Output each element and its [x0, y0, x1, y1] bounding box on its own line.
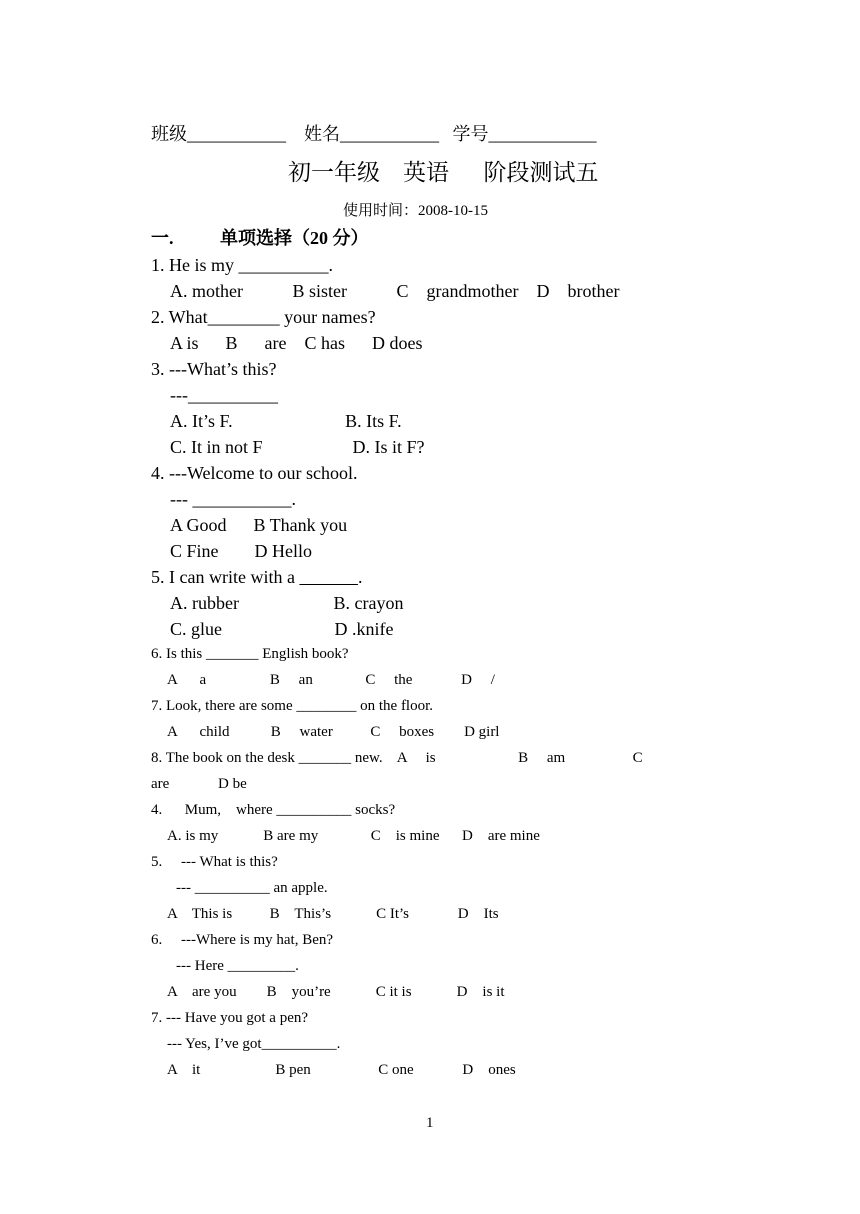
test-title: 初一年级 英语 阶段测试五 [288, 160, 599, 185]
question-line: 4. Mum, where __________ socks? [151, 802, 396, 818]
option-line: A is B are C has D does [170, 333, 423, 353]
question-line: 3. ---What’s this? [151, 359, 277, 379]
question-line: 8. The book on the desk _______ new. A is B am C [151, 750, 643, 766]
question-text: 5. I can write with a [151, 567, 300, 587]
student-info-fields: 班级___________ 姓名___________ 学号____________ [151, 124, 597, 144]
answer-line: ---__________ [170, 385, 278, 405]
question-line: 7. --- Have you got a pen? [151, 1010, 309, 1026]
section-title: 单项选择（20 分） [220, 228, 369, 248]
question-line: 4. ---Welcome to our school. [151, 463, 358, 483]
question-line: 2. What________ your names? [151, 307, 376, 327]
answer-line: --- __________ an apple. [176, 880, 328, 896]
answer-line: --- Here _________. [176, 958, 299, 974]
option-line: A. rubber B. crayon [170, 593, 404, 613]
option-line: A it B pen C one D ones [167, 1062, 516, 1078]
option-line: C. glue D .knife [170, 619, 394, 639]
question-line [151, 568, 362, 586]
option-line: A This is B This’s C It’s D Its [167, 906, 499, 922]
question-line: 5. --- What is this? [151, 854, 278, 870]
option-line: A child B water C boxes D girl [167, 724, 500, 740]
usage-date: 使用时间：2008-10-15 [343, 203, 488, 219]
section-number: 一. [151, 228, 174, 248]
answer-line: --- ___________. [170, 489, 296, 509]
option-line: C Fine D Hello [170, 541, 312, 561]
option-line: C. It in not F D. Is it F? [170, 437, 425, 457]
question-end: . [357, 567, 363, 587]
option-line: A a B an C the D / [167, 672, 495, 688]
option-line: A Good B Thank you [170, 515, 348, 535]
option-line: A are you B you’re C it is D is it [167, 984, 505, 1000]
answer-blank [299, 567, 358, 587]
option-line: A. is my B are my C is mine D are mine [167, 828, 540, 844]
question-line: 7. Look, there are some ________ on the floor. [151, 698, 434, 714]
question-line: 1. He is my __________. [151, 255, 333, 275]
question-line: 6. ---Where is my hat, Ben? [151, 932, 334, 948]
answer-line: --- Yes, I’ve got__________. [167, 1036, 341, 1052]
page-number: 1 [426, 1115, 434, 1131]
option-line: A. It’s F. B. Its F. [170, 411, 402, 431]
question-line: 6. Is this _______ English book? [151, 646, 349, 662]
option-line: A. mother B sister C grandmother D brother [170, 281, 620, 301]
option-line: are D be [151, 776, 247, 792]
